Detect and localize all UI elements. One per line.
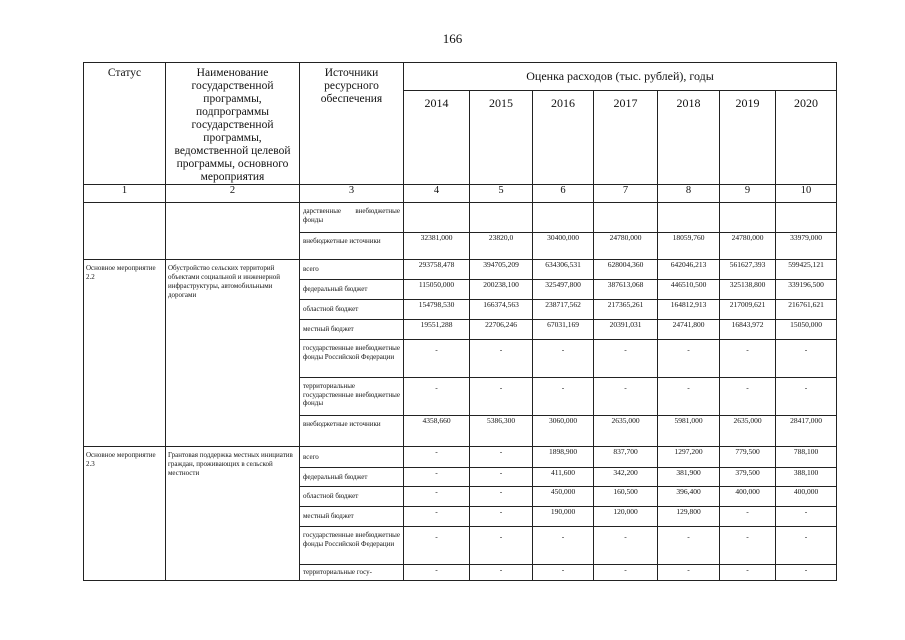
funding-source-cell: местный бюджет [300, 507, 404, 527]
amount-cell: 561627,393 [720, 260, 776, 280]
column-number: 8 [658, 185, 720, 203]
amount-cell: - [658, 527, 720, 565]
amount-cell: 293758,478 [404, 260, 470, 280]
amount-cell: - [594, 565, 658, 581]
amount-cell [776, 203, 837, 233]
amount-cell [594, 203, 658, 233]
amount-cell: - [533, 378, 594, 416]
funding-source-cell: федеральный бюджет [300, 280, 404, 300]
amount-cell: - [470, 468, 533, 487]
table-row [84, 203, 837, 233]
amount-cell: 779,500 [720, 447, 776, 468]
amount-cell: 599425,121 [776, 260, 837, 280]
amount-cell: - [404, 527, 470, 565]
column-number: 2 [166, 185, 300, 203]
amount-cell: - [470, 487, 533, 507]
amount-cell: 120,000 [594, 507, 658, 527]
year-header: 2014 [404, 90, 470, 184]
budget-table [83, 62, 837, 581]
amount-cell: - [594, 378, 658, 416]
amount-cell: 394705,209 [470, 260, 533, 280]
amount-cell: 166374,563 [470, 300, 533, 320]
column-number: 7 [594, 185, 658, 203]
funding-source-cell: федеральный бюджет [300, 468, 404, 487]
amount-cell: 411,600 [533, 468, 594, 487]
amount-cell: 164812,913 [658, 300, 720, 320]
year-header: 2019 [720, 90, 776, 184]
amount-cell: - [470, 378, 533, 416]
funding-source-cell: внебюджетные источники [300, 416, 404, 447]
amount-cell: - [470, 527, 533, 565]
amount-cell: - [776, 565, 837, 581]
amount-cell: - [720, 527, 776, 565]
amount-cell: 379,500 [720, 468, 776, 487]
amount-cell: 216761,621 [776, 300, 837, 320]
amount-cell: 628004,360 [594, 260, 658, 280]
column-number: 4 [404, 185, 470, 203]
amount-cell: 837,700 [594, 447, 658, 468]
amount-cell: 33979,000 [776, 233, 837, 260]
funding-source-cell: всего [300, 260, 404, 280]
amount-cell [404, 203, 470, 233]
amount-cell: 396,400 [658, 487, 720, 507]
amount-cell: 342,200 [594, 468, 658, 487]
column-number: 9 [720, 185, 776, 203]
amount-cell: - [533, 527, 594, 565]
column-number: 3 [300, 185, 404, 203]
amount-cell: 19551,288 [404, 320, 470, 340]
amount-cell: 400,000 [776, 487, 837, 507]
amount-cell: - [720, 340, 776, 378]
amount-cell: - [404, 565, 470, 581]
year-header: 2020 [776, 90, 837, 184]
amount-cell [658, 203, 720, 233]
amount-cell: - [404, 507, 470, 527]
funding-source-cell: внебюджетные источники [300, 233, 404, 260]
amount-cell: 15050,000 [776, 320, 837, 340]
table-row [84, 447, 837, 468]
amount-cell: - [470, 447, 533, 468]
status-cell: Основное мероприятие 2.3 [84, 447, 166, 581]
amount-cell: - [776, 378, 837, 416]
amount-cell: 129,800 [658, 507, 720, 527]
amount-cell: 3060,000 [533, 416, 594, 447]
funding-source-cell: всего [300, 447, 404, 468]
amount-cell: 450,000 [533, 487, 594, 507]
amount-cell: 5386,300 [470, 416, 533, 447]
column-number: 10 [776, 185, 837, 203]
amount-cell: 67031,169 [533, 320, 594, 340]
amount-cell: - [720, 507, 776, 527]
amount-cell: - [404, 340, 470, 378]
amount-cell: 5981,000 [658, 416, 720, 447]
funding-source-cell: дарственные внебюджетные фонды [300, 203, 404, 233]
table-body [84, 203, 837, 581]
status-cell: Основное мероприятие 2.2 [84, 260, 166, 447]
amount-cell: 200238,100 [470, 280, 533, 300]
amount-cell: 115050,000 [404, 280, 470, 300]
amount-cell: 788,100 [776, 447, 837, 468]
amount-cell: - [404, 487, 470, 507]
amount-cell: 18059,760 [658, 233, 720, 260]
program-name-cell [166, 203, 300, 260]
amount-cell: 642046,213 [658, 260, 720, 280]
year-header: 2018 [658, 90, 720, 184]
amount-cell: 24780,000 [720, 233, 776, 260]
amount-cell: - [470, 565, 533, 581]
amount-cell: 1898,900 [533, 447, 594, 468]
amount-cell: - [533, 340, 594, 378]
amount-cell: - [594, 340, 658, 378]
header-funding-source: Источники ресурсного обеспечения [300, 63, 404, 185]
amount-cell: - [404, 378, 470, 416]
amount-cell: 154798,530 [404, 300, 470, 320]
amount-cell: 387613,068 [594, 280, 658, 300]
amount-cell: - [658, 378, 720, 416]
year-header: 2015 [470, 90, 533, 184]
amount-cell: 1297,200 [658, 447, 720, 468]
amount-cell: 2635,000 [720, 416, 776, 447]
amount-cell: 30400,000 [533, 233, 594, 260]
page-number: 166 [442, 31, 463, 46]
funding-source-cell: территориальные госу- [300, 565, 404, 581]
amount-cell: - [533, 565, 594, 581]
column-number: 5 [470, 185, 533, 203]
amount-cell: 24780,000 [594, 233, 658, 260]
header-status: Статус [84, 63, 166, 185]
funding-source-cell: государственные внебюджетные фонды Российской Федерации [300, 527, 404, 565]
year-header: 2017 [594, 90, 658, 184]
amount-cell: - [658, 565, 720, 581]
amount-cell: - [720, 565, 776, 581]
header-expense-estimate: Оценка расходов (тыс. рублей), годы [404, 63, 837, 91]
amount-cell: 325138,800 [720, 280, 776, 300]
amount-cell: 339196,500 [776, 280, 837, 300]
amount-cell: - [776, 527, 837, 565]
column-number-row [84, 185, 837, 203]
amount-cell [470, 203, 533, 233]
amount-cell: 634306,531 [533, 260, 594, 280]
amount-cell: 16843,972 [720, 320, 776, 340]
amount-cell: 20391,031 [594, 320, 658, 340]
amount-cell: 160,500 [594, 487, 658, 507]
amount-cell: 217365,261 [594, 300, 658, 320]
amount-cell: 388,100 [776, 468, 837, 487]
header-program-name: Наименование государственной программы, подпрограммы государственной программы, ведомственной целевой программы, основного мероприятия [166, 63, 300, 185]
funding-source-cell: местный бюджет [300, 320, 404, 340]
amount-cell: 238717,562 [533, 300, 594, 320]
amount-cell: - [776, 507, 837, 527]
amount-cell: 22706,246 [470, 320, 533, 340]
column-number: 1 [84, 185, 166, 203]
funding-source-cell: областной бюджет [300, 300, 404, 320]
amount-cell: 24741,800 [658, 320, 720, 340]
amount-cell: - [776, 340, 837, 378]
amount-cell: 325497,800 [533, 280, 594, 300]
amount-cell: 381,900 [658, 468, 720, 487]
amount-cell: 28417,000 [776, 416, 837, 447]
amount-cell [533, 203, 594, 233]
amount-cell: 4358,660 [404, 416, 470, 447]
amount-cell: - [470, 340, 533, 378]
amount-cell: 217009,621 [720, 300, 776, 320]
amount-cell: - [658, 340, 720, 378]
column-number: 6 [533, 185, 594, 203]
amount-cell [720, 203, 776, 233]
amount-cell: - [404, 468, 470, 487]
status-cell [84, 203, 166, 260]
amount-cell: - [470, 507, 533, 527]
funding-source-cell: областной бюджет [300, 487, 404, 507]
amount-cell: - [720, 378, 776, 416]
amount-cell: 2635,000 [594, 416, 658, 447]
funding-source-cell: государственные внебюджетные фонды Российской Федерации [300, 340, 404, 378]
amount-cell: 446510,500 [658, 280, 720, 300]
amount-cell: 190,000 [533, 507, 594, 527]
amount-cell: 23820,0 [470, 233, 533, 260]
amount-cell: 32381,000 [404, 233, 470, 260]
table-row [84, 260, 837, 280]
program-name-cell: Грантовая поддержка местных инициатив граждан, проживающих в сельской местности [166, 447, 300, 581]
funding-source-cell: территориальные государственные внебюджетные фонды [300, 378, 404, 416]
program-name-cell: Обустройство сельских территорий объектами социальной и инженерной инфраструктуры, автомобильными дорогами [166, 260, 300, 447]
year-header: 2016 [533, 90, 594, 184]
amount-cell: - [594, 527, 658, 565]
amount-cell: - [404, 447, 470, 468]
amount-cell: 400,000 [720, 487, 776, 507]
